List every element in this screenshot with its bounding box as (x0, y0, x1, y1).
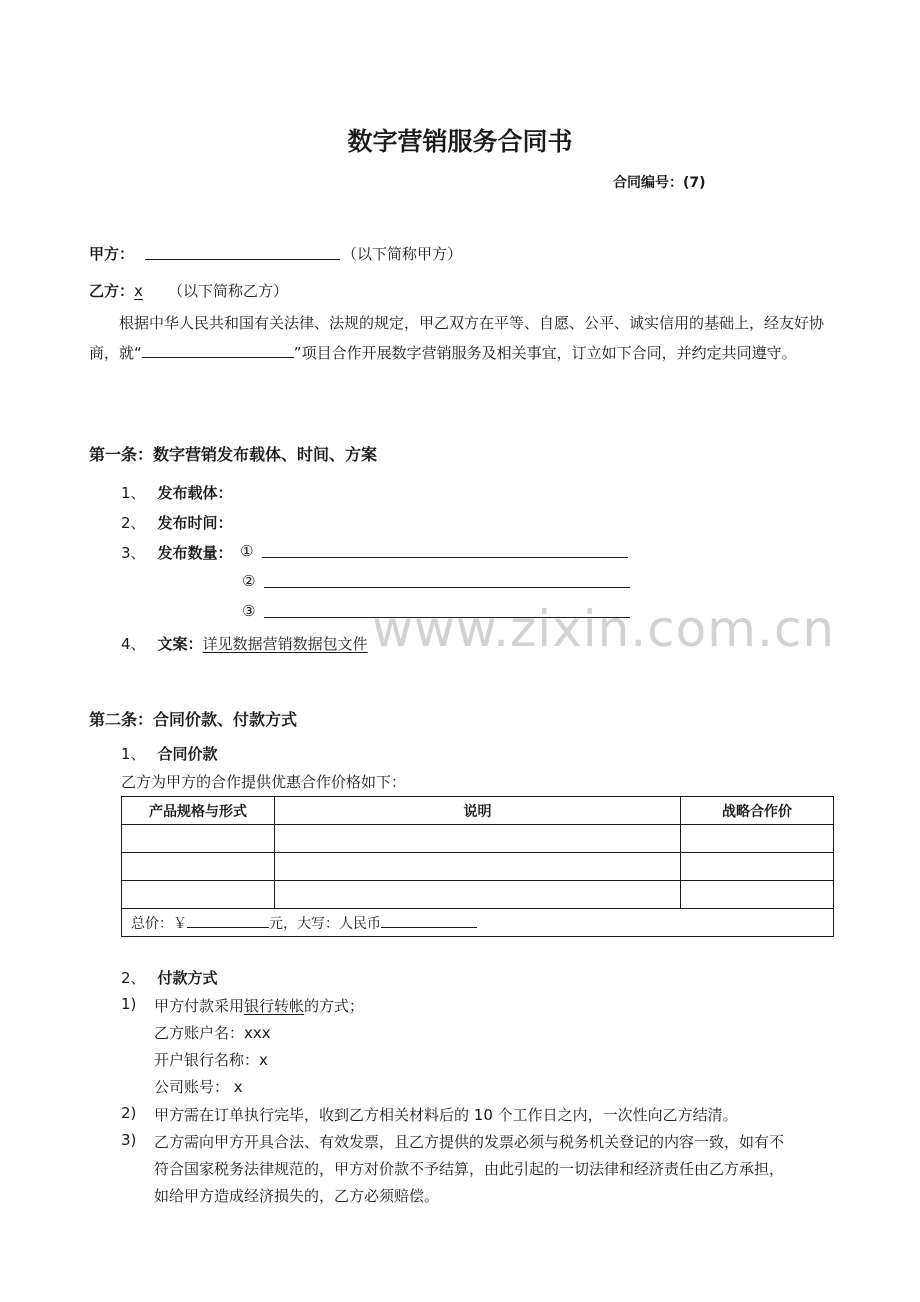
item-number: 4、 (121, 635, 146, 653)
price-table (121, 796, 834, 937)
intro-quote-open: “ (134, 344, 142, 362)
bank-transfer-link[interactable]: 银行转帐 (244, 997, 305, 1015)
article-1-item-3 (121, 542, 233, 563)
item-label: 文案： (157, 635, 203, 653)
total-cell (122, 909, 834, 937)
price-description: 乙方为甲方的合作提供优惠合作价格如下： (121, 773, 407, 791)
intro-quote-close: ” (293, 344, 302, 362)
party-b-label: 乙方： (89, 282, 135, 300)
total-uppercase-label: 元，大写：人民币 (269, 915, 381, 932)
party-a-blank (145, 259, 340, 260)
payment-item-3-line-2: 符合国家税务法律规范的，甲方对价款不予结算，由此引起的一切法律和经济责任由乙方承担， (154, 1160, 785, 1178)
party-b-suffix: （以下简称乙方） (168, 282, 289, 300)
party-a-label: 甲方： (89, 245, 135, 263)
table-cell[interactable] (681, 881, 834, 909)
payment-item-3-line-1: 乙方需向甲方开具合法、有效发票，且乙方提供的发票必须与税务机关登记的内容一致，如有不 (154, 1133, 785, 1151)
price-section-heading (121, 743, 218, 764)
bank-name: 开户银行名称：x (154, 1051, 268, 1069)
quantity-blank-2 (264, 587, 630, 588)
quantity-mark-3: ③ (242, 602, 256, 620)
quantity-blank-3 (264, 617, 630, 618)
item-label: 合同价款 (157, 745, 218, 763)
account-name: 乙方账户名：xxx (154, 1024, 271, 1042)
table-row (122, 881, 834, 909)
item-label: 发布载体： (157, 484, 233, 502)
item-label: 付款方式 (157, 969, 218, 987)
item-label: 发布数量： (157, 544, 233, 562)
table-cell[interactable] (681, 853, 834, 881)
item-number: 2、 (121, 969, 146, 987)
party-b-row (89, 280, 153, 301)
quantity-mark-1: ① (240, 542, 254, 560)
column-header: 战略合作价 (681, 797, 834, 825)
payment-text: 的方式； (304, 997, 365, 1015)
item-number: 1、 (121, 484, 146, 502)
table-row (122, 853, 834, 881)
table-cell[interactable] (122, 825, 275, 853)
total-uppercase-blank (381, 914, 477, 928)
payment-item-2-number: 2) (121, 1104, 137, 1122)
payment-item-1 (154, 995, 364, 1016)
intro-paragraph (89, 308, 834, 368)
column-header: 产品规格与形式 (122, 797, 275, 825)
intro-text-2: 项目合作开展数字营销服务及相关事宜，订立如下合同，并约定共同遵守。 (301, 344, 797, 362)
article-1-heading: 第一条：数字营销发布载体、时间、方案 (89, 445, 378, 464)
payment-section-heading (121, 967, 218, 988)
item-label: 发布时间： (157, 514, 233, 532)
article-1-item-1 (121, 482, 233, 503)
contract-number: 合同编号：(7) (613, 175, 706, 191)
quantity-blank-1 (262, 557, 628, 558)
table-cell[interactable] (681, 825, 834, 853)
table-total-row (122, 909, 834, 937)
table-cell[interactable] (275, 825, 681, 853)
party-b-value: x (134, 282, 143, 300)
party-a-suffix: （以下简称甲方） (342, 245, 463, 263)
document-title: 数字营销服务合同书 (347, 127, 573, 156)
item-number: 1、 (121, 745, 146, 763)
article-2-heading: 第二条：合同价款、付款方式 (89, 710, 298, 729)
project-name-blank (142, 342, 294, 358)
table-cell[interactable] (275, 853, 681, 881)
table-cell[interactable] (122, 853, 275, 881)
article-1-item-4 (121, 633, 368, 654)
table-row (122, 825, 834, 853)
copy-reference-link[interactable]: 详见数据营销数据包文件 (202, 635, 368, 653)
table-cell[interactable] (275, 881, 681, 909)
account-number: 公司账号： x (154, 1078, 243, 1096)
total-prefix: 总价：￥ (131, 915, 187, 932)
item-number: 2、 (121, 514, 146, 532)
payment-item-3-number: 3) (121, 1131, 137, 1149)
quantity-mark-2: ② (242, 572, 256, 590)
table-header-row (122, 797, 834, 825)
watermark: www.zixin.com.cn (372, 600, 836, 658)
total-amount-blank (187, 914, 269, 928)
table-cell[interactable] (122, 881, 275, 909)
payment-item-3-line-3: 如给甲方造成经济损失的，乙方必须赔偿。 (154, 1187, 440, 1205)
payment-item-1-number: 1) (121, 995, 137, 1013)
article-1-item-2 (121, 512, 233, 533)
intro-text-1: 根据中华人民共和国有关法律、法规的规定，甲乙双方在平等、自愿、公平、诚实信用的基础上，经友好协商，就 (89, 314, 825, 362)
payment-item-2: 甲方需在订单执行完毕，收到乙方相关材料后的 10 个工作日之内，一次性向乙方结清。 (154, 1106, 738, 1124)
item-number: 3、 (121, 544, 146, 562)
column-header: 说明 (275, 797, 681, 825)
payment-text: 甲方付款采用 (154, 997, 245, 1015)
